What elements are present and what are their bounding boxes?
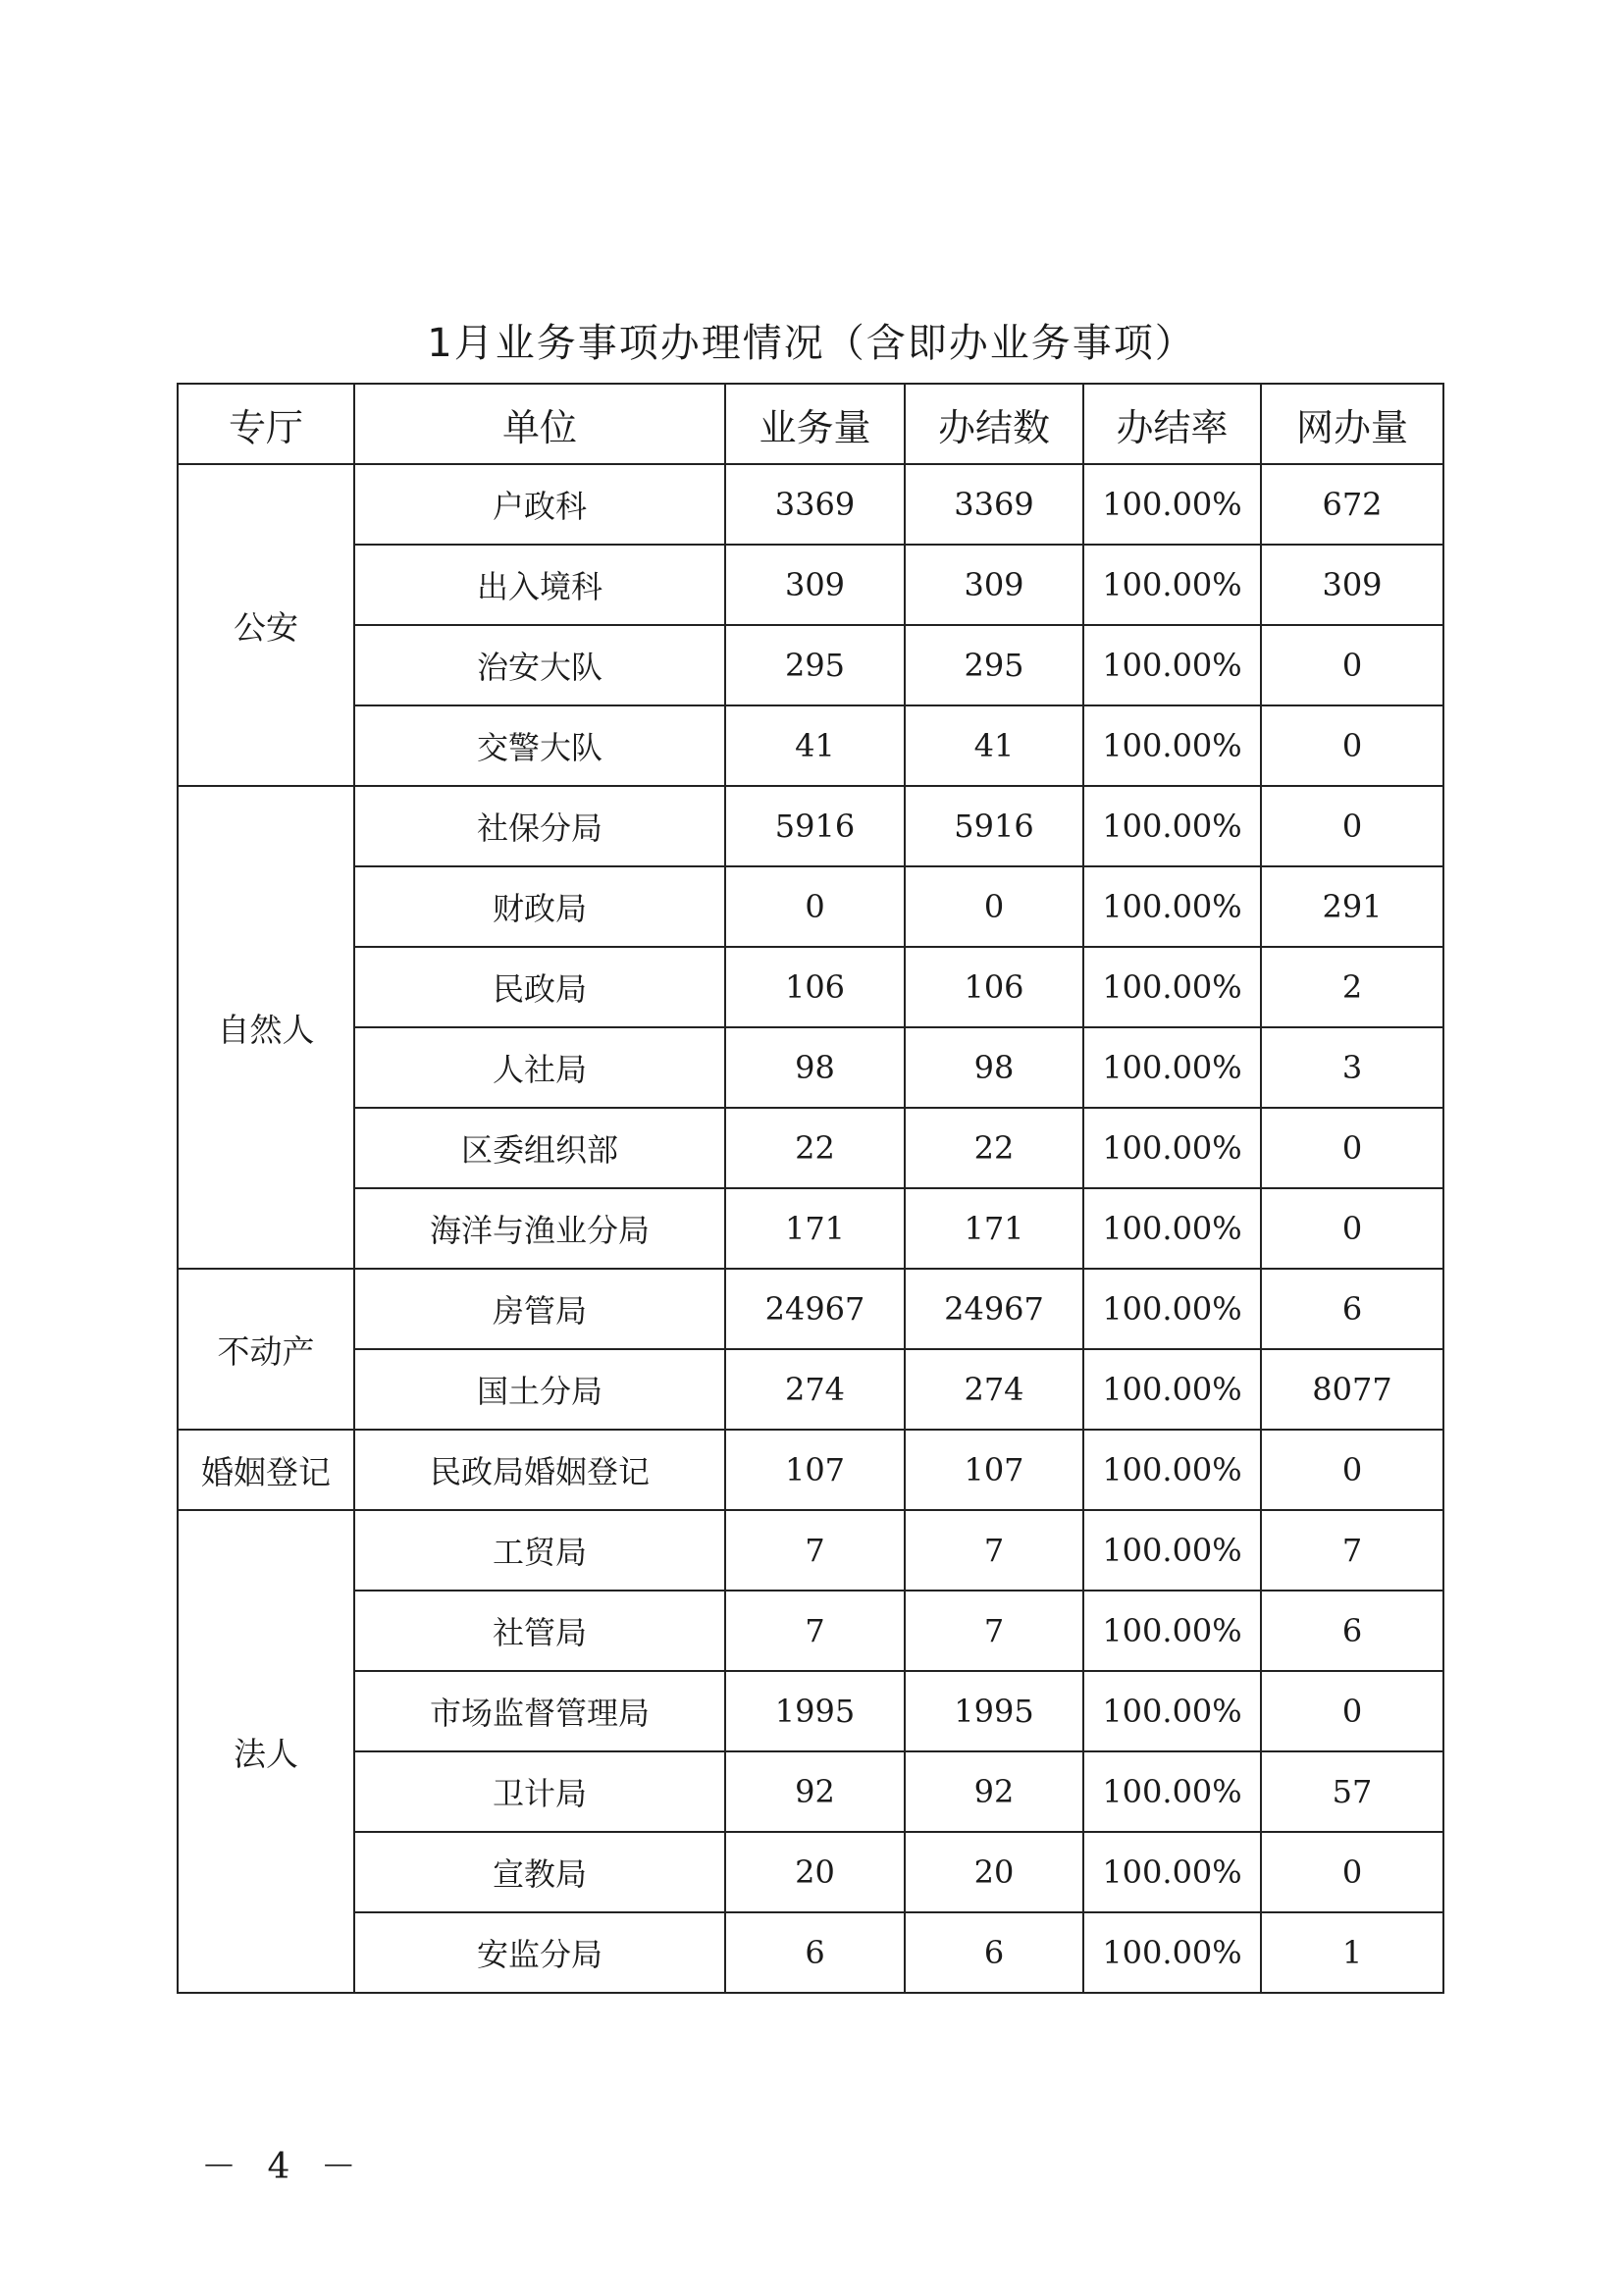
unit-cell: 安监分局 (354, 1912, 725, 1993)
unit-cell: 市场监督管理局 (354, 1671, 725, 1751)
unit-cell: 国土分局 (354, 1349, 725, 1430)
unit-cell: 人社局 (354, 1027, 725, 1108)
volume-cell: 20 (725, 1832, 905, 1912)
unit-cell: 社管局 (354, 1591, 725, 1671)
unit-cell: 房管局 (354, 1269, 725, 1349)
table-row (178, 705, 1443, 786)
online-cell: 0 (1261, 1671, 1443, 1751)
unit-cell: 治安大队 (354, 625, 725, 705)
volume-cell: 295 (725, 625, 905, 705)
online-cell: 0 (1261, 625, 1443, 705)
completed-cell: 3369 (905, 464, 1083, 545)
unit-cell: 海洋与渔业分局 (354, 1188, 725, 1269)
unit-cell: 工贸局 (354, 1510, 725, 1591)
completed-cell: 7 (905, 1510, 1083, 1591)
page-number: － 4 － (201, 2147, 366, 2187)
rate-cell: 100.00% (1083, 1510, 1261, 1591)
unit-cell: 民政局婚姻登记 (354, 1430, 725, 1510)
volume-cell: 106 (725, 947, 905, 1027)
online-cell: 0 (1261, 1188, 1443, 1269)
completed-cell: 171 (905, 1188, 1083, 1269)
hall-category-cell: 法人 (178, 1510, 354, 1993)
online-cell: 0 (1261, 705, 1443, 786)
rate-cell: 100.00% (1083, 1671, 1261, 1751)
rate-cell: 100.00% (1083, 786, 1261, 866)
table-row (178, 464, 1443, 545)
online-cell: 0 (1261, 1430, 1443, 1510)
table-row (178, 1108, 1443, 1188)
header-online: 网办量 (1261, 384, 1443, 464)
rate-cell: 100.00% (1083, 1269, 1261, 1349)
completed-cell: 107 (905, 1430, 1083, 1510)
online-cell: 6 (1261, 1269, 1443, 1349)
online-cell: 7 (1261, 1510, 1443, 1591)
rate-cell: 100.00% (1083, 545, 1261, 625)
completed-cell: 24967 (905, 1269, 1083, 1349)
table-row (178, 1027, 1443, 1108)
hall-category-cell: 公安 (178, 464, 354, 786)
completed-cell: 309 (905, 545, 1083, 625)
table-row (178, 1430, 1443, 1510)
unit-cell: 卫计局 (354, 1751, 725, 1832)
completed-cell: 0 (905, 866, 1083, 947)
volume-cell: 107 (725, 1430, 905, 1510)
online-cell: 291 (1261, 866, 1443, 947)
completed-cell: 7 (905, 1591, 1083, 1671)
volume-cell: 92 (725, 1751, 905, 1832)
table-row (178, 1751, 1443, 1832)
rate-cell: 100.00% (1083, 1349, 1261, 1430)
volume-cell: 3369 (725, 464, 905, 545)
completed-cell: 6 (905, 1912, 1083, 1993)
header-unit: 单位 (354, 384, 725, 464)
table-row (178, 1188, 1443, 1269)
table-row (178, 786, 1443, 866)
business-table (177, 383, 1444, 1994)
rate-cell: 100.00% (1083, 1591, 1261, 1671)
unit-cell: 财政局 (354, 866, 725, 947)
hall-category-cell: 自然人 (178, 786, 354, 1269)
table-row (178, 1510, 1443, 1591)
online-cell: 1 (1261, 1912, 1443, 1993)
online-cell: 0 (1261, 1108, 1443, 1188)
online-cell: 57 (1261, 1751, 1443, 1832)
completed-cell: 22 (905, 1108, 1083, 1188)
unit-cell: 交警大队 (354, 705, 725, 786)
volume-cell: 6 (725, 1912, 905, 1993)
header-rate: 办结率 (1083, 384, 1261, 464)
unit-cell: 户政科 (354, 464, 725, 545)
table-row (178, 1349, 1443, 1430)
rate-cell: 100.00% (1083, 947, 1261, 1027)
header-row (178, 384, 1443, 464)
completed-cell: 92 (905, 1751, 1083, 1832)
rate-cell: 100.00% (1083, 1751, 1261, 1832)
document-title: 1月业务事项办理情况（含即办业务事项） (427, 321, 1196, 366)
online-cell: 672 (1261, 464, 1443, 545)
table-row (178, 625, 1443, 705)
hall-category-cell: 婚姻登记 (178, 1430, 354, 1510)
volume-cell: 5916 (725, 786, 905, 866)
volume-cell: 22 (725, 1108, 905, 1188)
volume-cell: 7 (725, 1591, 905, 1671)
online-cell: 309 (1261, 545, 1443, 625)
rate-cell: 100.00% (1083, 464, 1261, 545)
volume-cell: 274 (725, 1349, 905, 1430)
volume-cell: 24967 (725, 1269, 905, 1349)
online-cell: 2 (1261, 947, 1443, 1027)
table-row (178, 947, 1443, 1027)
header-hall: 专厅 (178, 384, 354, 464)
unit-cell: 出入境科 (354, 545, 725, 625)
online-cell: 3 (1261, 1027, 1443, 1108)
unit-cell: 民政局 (354, 947, 725, 1027)
online-cell: 0 (1261, 1832, 1443, 1912)
rate-cell: 100.00% (1083, 866, 1261, 947)
rate-cell: 100.00% (1083, 1027, 1261, 1108)
volume-cell: 7 (725, 1510, 905, 1591)
completed-cell: 5916 (905, 786, 1083, 866)
rate-cell: 100.00% (1083, 1108, 1261, 1188)
volume-cell: 1995 (725, 1671, 905, 1751)
rate-cell: 100.00% (1083, 625, 1261, 705)
table-row (178, 1832, 1443, 1912)
online-cell: 0 (1261, 786, 1443, 866)
volume-cell: 41 (725, 705, 905, 786)
table-row (178, 1912, 1443, 1993)
table-row (178, 1591, 1443, 1671)
rate-cell: 100.00% (1083, 1912, 1261, 1993)
table-row (178, 545, 1443, 625)
online-cell: 8077 (1261, 1349, 1443, 1430)
volume-cell: 0 (725, 866, 905, 947)
header-completed: 办结数 (905, 384, 1083, 464)
table-row (178, 1671, 1443, 1751)
volume-cell: 98 (725, 1027, 905, 1108)
rate-cell: 100.00% (1083, 705, 1261, 786)
online-cell: 6 (1261, 1591, 1443, 1671)
table-body (178, 464, 1443, 1993)
unit-cell: 区委组织部 (354, 1108, 725, 1188)
rate-cell: 100.00% (1083, 1188, 1261, 1269)
header-volume: 业务量 (725, 384, 905, 464)
completed-cell: 295 (905, 625, 1083, 705)
table-row (178, 1269, 1443, 1349)
completed-cell: 1995 (905, 1671, 1083, 1751)
completed-cell: 98 (905, 1027, 1083, 1108)
completed-cell: 41 (905, 705, 1083, 786)
table-row (178, 866, 1443, 947)
completed-cell: 274 (905, 1349, 1083, 1430)
completed-cell: 106 (905, 947, 1083, 1027)
hall-category-cell: 不动产 (178, 1269, 354, 1430)
completed-cell: 20 (905, 1832, 1083, 1912)
unit-cell: 社保分局 (354, 786, 725, 866)
unit-cell: 宣教局 (354, 1832, 725, 1912)
volume-cell: 309 (725, 545, 905, 625)
volume-cell: 171 (725, 1188, 905, 1269)
rate-cell: 100.00% (1083, 1832, 1261, 1912)
rate-cell: 100.00% (1083, 1430, 1261, 1510)
